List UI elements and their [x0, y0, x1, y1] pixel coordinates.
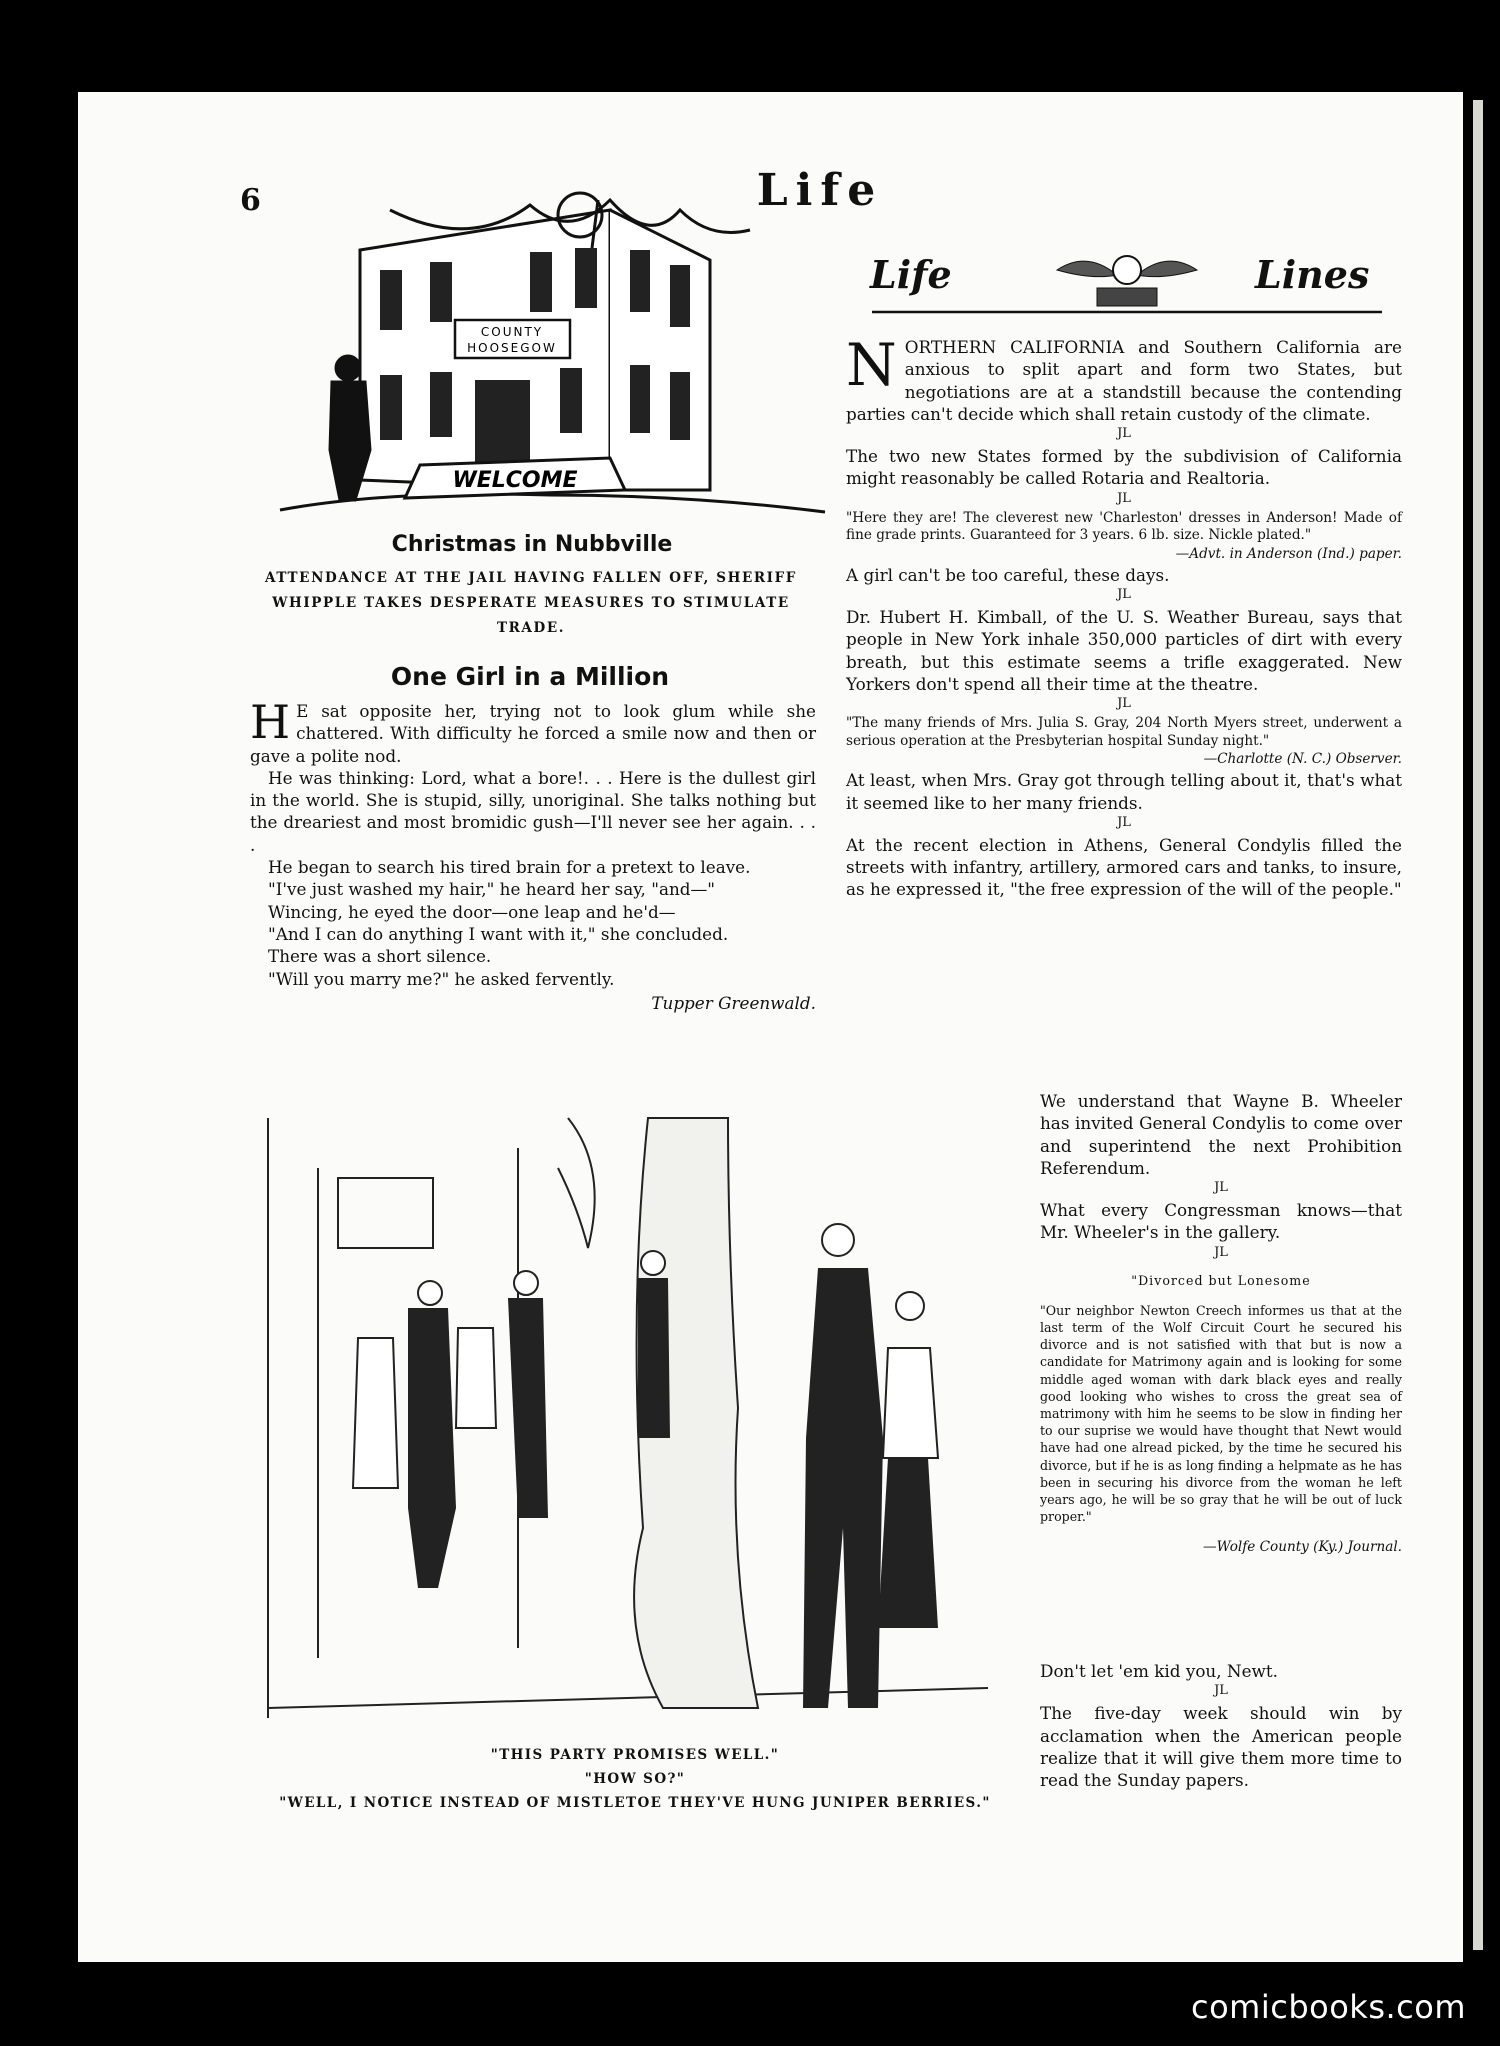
story-paragraph	[250, 695, 816, 767]
story-dropcap: H	[250, 695, 291, 749]
separator: JL	[1117, 814, 1131, 830]
story-title: One Girl in a Million	[390, 662, 670, 691]
story-p1: E sat opposite her, trying not to look glum while she chattered. With difficulty he forced a smile now and then or gave a polite nod.	[250, 701, 816, 766]
story-p6: "And I can do anything I want with it," she concluded.	[268, 923, 729, 944]
item-4: Dr. Hubert H. Kimball, of the U. S. Weather Bureau, says that people in New York inhale 350,000 particles of dirt with every breath, but this estimate seems a trifle exaggerated. New Yorkers don't spend all their time at the theatre.	[846, 607, 1402, 694]
item-6: At the recent election in Athens, General Condylis filled the streets with infantry, artillery, armored cars and tanks, to insure, as he expressed it, "the free expression of the will of the people."	[846, 834, 1402, 900]
separator: JL	[1117, 696, 1131, 712]
item-9: The five-day week should win by acclamation when the American people realize that it will give them more time to read the Sunday papers.	[1040, 1703, 1402, 1791]
story-p4: "I've just washed my hair," he heard her say, "and—"	[268, 879, 715, 900]
story-p3: He began to search his tired brain for a pretext to leave.	[268, 857, 751, 878]
cartoon1-caption: ATTENDANCE AT THE JAIL HAVING FALLEN OFF, SHERIFF WHIPPLE TAKES DESPERATE MEASURES TO STIMULATE TRADE.	[265, 570, 797, 636]
sign-line-2: HOOSEGOW	[467, 341, 557, 355]
item-8-quote: "Our neighbor Newton Creech informes us that at the last term of the Wolf Circuit Court he secured his divorce and is not satisfied with that but is now a candidate for Matrimony again and is looking for some middle aged woman with dark black eyes and really good looking who wishes to cross the great sea of matrimony with him he seems to be slow in finding her to our suprise we would have thought that Newt would have had one alread picked, by the time he secured his divorce, but if he is as long finding a helpmate as he has been in securing his divorce from the woman he left years ago, he will be so gray that he will be out of luck proper."	[1040, 1302, 1402, 1525]
item-8-attribution: —Wolfe County (Ky.) Journal.	[1203, 1539, 1402, 1556]
divorced-item	[1040, 1272, 1402, 1557]
item-3-attribution: —Advt. in Anderson (Ind.) paper.	[1175, 545, 1402, 562]
story-p8: "Will you marry me?" he asked fervently.	[268, 968, 615, 989]
story-byline: Tupper Greenwald.	[651, 992, 816, 1013]
sign-line-1: COUNTY	[480, 325, 544, 339]
item-5-attribution: —Charlotte (N. C.) Observer.	[1203, 751, 1402, 768]
item-6b: We understand that Wayne B. Wheeler has invited General Condylis to come over and superintend the next Prohibition Referendum.	[1040, 1091, 1402, 1178]
cartoon2-caption-line2: "HOW SO?"	[584, 1771, 686, 1787]
item-3-quote: "Here they are! The cleverest new 'Charleston' dresses in Anderson! Made of fine grade prints. Guaranteed for 3 years. 6 lb. size. Nickle plated."	[846, 509, 1402, 544]
separator: JL	[1117, 426, 1131, 442]
item-5-quote: "The many friends of Mrs. Julia S. Gray, 204 North Myers street, underwent a serious operation at the Presbyterian hospital Sunday night."	[846, 715, 1402, 749]
item-8-comment: Don't let 'em kid you, Newt.	[1040, 1661, 1278, 1681]
cartoon1-title: Christmas in Nubbville	[391, 532, 673, 557]
life-lines-left: Life	[870, 252, 952, 297]
item-3-comment: A girl can't be too careful, these days.	[846, 564, 1170, 585]
item-1	[846, 331, 1402, 425]
welcome-mat-text: WELCOME	[452, 468, 578, 493]
life-lines-lower	[1040, 1090, 1402, 1264]
separator: JL	[1214, 1683, 1228, 1699]
item-8-header: "Divorced but Lonesome	[1131, 1273, 1311, 1288]
story-p5: Wincing, he eyed the door—one leap and he'd—	[268, 901, 676, 922]
hoosegow-cartoon	[270, 190, 835, 530]
party-cartoon	[258, 1108, 996, 1728]
cartoon2-caption-line1: "THIS PARTY PROMISES WELL."	[490, 1747, 780, 1763]
separator: JL	[1214, 1180, 1228, 1196]
watermark: comicbooks.com	[1190, 1988, 1466, 2026]
next-page-edge	[1473, 100, 1483, 1950]
item-2: The two new States formed by the subdivision of California might reasonably be called Rotaria and Realtoria.	[846, 446, 1402, 489]
story-p2: He was thinking: Lord, what a bore!. . . Here is the dullest girl in the world. She is stupid, silly, unoriginal. She talks nothing but the dreariest and most bromidic gush—I'll never see her again. . . .	[250, 767, 816, 855]
life-lines-column	[846, 331, 1402, 901]
separator: JL	[1214, 1244, 1228, 1260]
cartoon2-caption-line3: "WELL, I NOTICE INSTEAD OF MISTLETOE THEY'VE HUNG JUNIPER BERRIES."	[279, 1795, 991, 1811]
item1-dropcap: N	[846, 331, 897, 399]
masthead-title: Life	[756, 165, 884, 216]
life-lines-end	[1040, 1660, 1402, 1791]
separator: JL	[1117, 490, 1131, 506]
story-p7: There was a short silence.	[268, 946, 492, 967]
page-number: 6	[240, 183, 261, 218]
item-5-comment: At least, when Mrs. Gray got through telling about it, that's what it seemed like to her many friends.	[846, 770, 1402, 813]
cartoon2-caption	[240, 1743, 1030, 1815]
story-body	[250, 695, 816, 1014]
item-7: What every Congressman knows—that Mr. Wheeler's in the gallery.	[1040, 1200, 1402, 1243]
separator: JL	[1117, 587, 1131, 603]
item1-text: ORTHERN CALIFORNIA and Southern California are anxious to split apart and form two States, but negotiations are at a standstill because the contending parties can't decide which shall retain custody of the climate.	[846, 337, 1402, 424]
life-lines-right: Lines	[1255, 252, 1370, 297]
